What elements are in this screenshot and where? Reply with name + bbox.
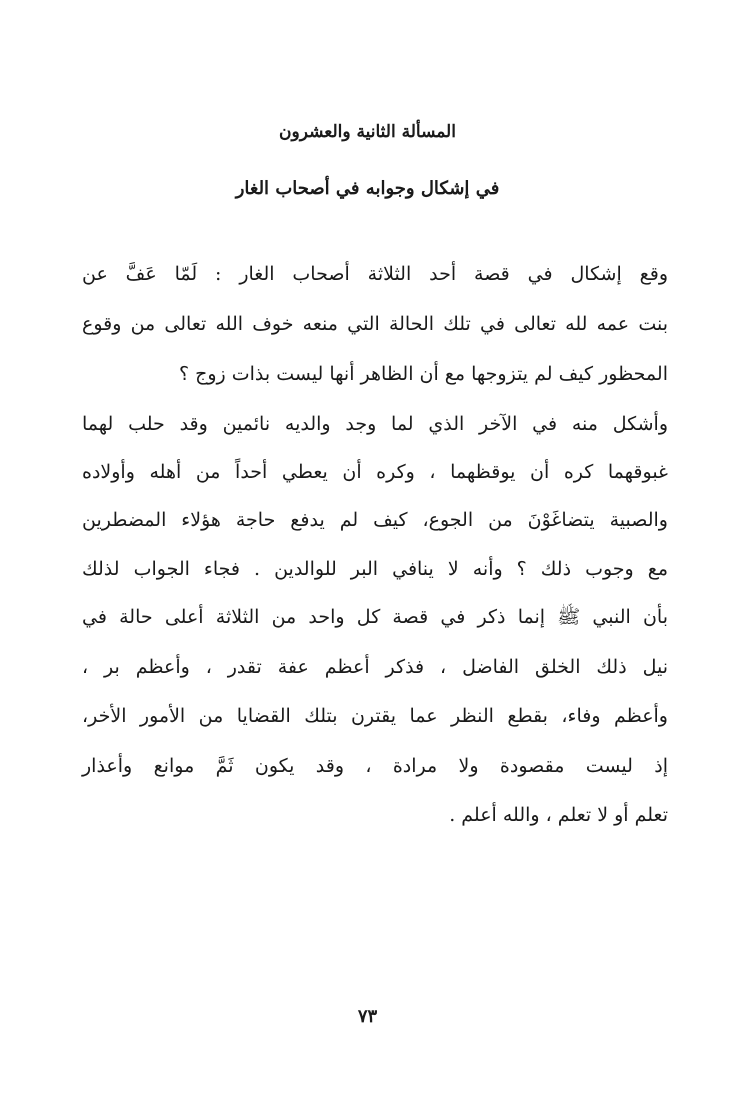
- text-line: نيل ذلك الخلق الفاضل ، فذكر أعظم عفة تقدر ، وأعظم بر ،: [82, 656, 668, 678]
- text-line: بأن النبي ﷺ إنما ذكر في قصة كل واحد من الثلاثة أعلى حالة في: [82, 606, 668, 628]
- text-line: وأعظم وفاء، بقطع النظر عما يقترن بتلك القضايا من الأمور الأخر،: [82, 705, 668, 727]
- text-line: غبوقهما كره أن يوقظهما ، وكره أن يعطي أحداً من أهله وأولاده: [82, 461, 668, 483]
- text-line: المحظور كيف لم يتزوجها مع أن الظاهر أنها ليست بذات زوج ؟: [178, 363, 668, 385]
- page-number: ٧٣: [357, 1006, 378, 1027]
- text-line: وأشكل منه في الآخر الذي لما وجد والديه نائمين وقد حلب لهما: [82, 413, 668, 435]
- text-line: تعلم أو لا تعلم ، والله أعلم .: [449, 804, 668, 826]
- text-line: إذ ليست مقصودة ولا مرادة ، وقد يكون ثَمَّ موانع وأعذار: [82, 755, 668, 777]
- text-line: مع وجوب ذلك ؟ وأنه لا ينافي البر للوالدين . فجاء الجواب لذلك: [82, 558, 668, 580]
- text-line: بنت عمه لله تعالى في تلك الحالة التي منعه خوف الله تعالى من وقوع: [82, 313, 669, 335]
- text-line: والصبية يتضاغَوْنَ من الجوع، كيف لم يدفع حاجة هؤلاء المضطرين: [82, 509, 668, 531]
- chapter-title: المسألة الثانية والعشرون: [279, 122, 456, 142]
- text-line: وقع إشكال في قصة أحد الثلاثة أصحاب الغار : لَمّا عَفَّ عن: [82, 263, 668, 285]
- chapter-subtitle: في إشكال وجوابه في أصحاب الغار: [235, 178, 500, 199]
